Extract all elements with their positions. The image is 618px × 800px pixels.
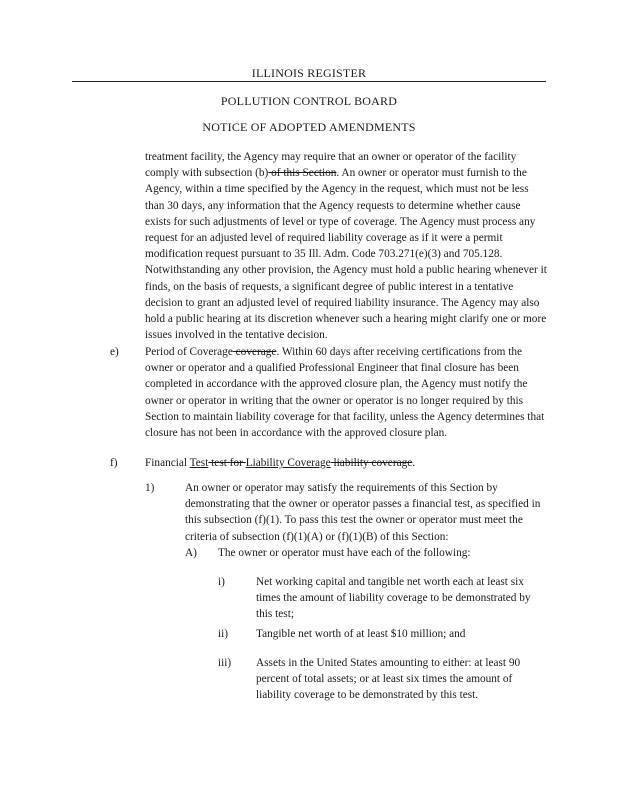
continued-text-2: . An owner or operator must furnish to the Agency, within a time specified by the Agency in the request, which must not be less than 30 days, any information that the Agency requests to determine whether cause exists for such adjustments of level or type of coverage. The Agency must process any request for an adjusted level of required liability coverage as if it were a permit modification request pursuant to 35 Ill. Adm. Code 703.271(e)(3) and 705.128. Notwithstanding any other provision, the Agency must hold a public hearing whenever it finds, on the basis of requests, a significant degree of public interest in a tentative decision to grant an adjusted level of required liability insurance. The Agency may also hold a public hearing at its discretion whenever such a hearing might clarify one or more issues involved in the tentative decision. bbox=[145, 167, 547, 342]
section-f-strike-3: coverage bbox=[371, 457, 413, 469]
section-f-strike-1: test for bbox=[208, 457, 246, 469]
header-rule bbox=[72, 81, 546, 82]
section-e-body: . Within 60 days after receiving certifications from the owner or operator and a qualified Professional Engineer that final closure has been completed in accordance with the approved closure plan, the Agency must notify the owner or operator in writing that the owner or operator is no longer required by this Section to maintain liability coverage for that facility, unless the Agency determines that closure has not been in accordance with the approved closure plan. bbox=[145, 346, 545, 440]
register-title: ILLINOIS REGISTER bbox=[251, 66, 367, 80]
item-iii-text: Assets in the United States amounting to either: at least 90 percent of total assets; or at least six times the amount of liability coverage to be demonstrated by this test. bbox=[256, 657, 521, 702]
continued-strikethrough: of this Section bbox=[268, 167, 337, 180]
section-f-strike-2: liability bbox=[330, 457, 372, 469]
item-ii-text: Tangible net worth of at least $10 million; and bbox=[256, 628, 466, 640]
item-a-text: The owner or operator must have each of the following: bbox=[218, 547, 471, 559]
section-f-underline-coverage: Liability Coverage bbox=[245, 457, 331, 469]
item-a-label: A) bbox=[185, 547, 197, 559]
section-e-strikethrough: coverage bbox=[232, 346, 277, 358]
item-ii-label: ii) bbox=[218, 628, 229, 640]
board-title: POLLUTION CONTROL BOARD bbox=[220, 94, 398, 108]
item-1-text: An owner or operator may satisfy the requirements of this Section by demonstrating that the owner or operator passes a financial test, as specified in this subsection (f)(1). To pass this test the owner or operator must meet the criteria of subsection (f)(1)(A) or (f)(1)(B) of this Section: bbox=[185, 482, 541, 543]
notice-title: NOTICE OF ADOPTED AMENDMENTS bbox=[202, 120, 416, 134]
section-f-underline-test: Test bbox=[189, 457, 209, 469]
item-iii-label: iii) bbox=[218, 657, 232, 669]
item-i-text: Net working capital and tangible net worth each at least six times the amount of liability coverage to be demonstrated by this test; bbox=[256, 576, 531, 621]
continued-paragraph bbox=[145, 149, 547, 343]
continued-text-1: treatment facility, the Agency may require that an owner or operator of the facility comply with subsection (b) bbox=[145, 151, 517, 180]
section-f-period: . bbox=[412, 457, 416, 469]
section-f-label: f) bbox=[110, 457, 118, 469]
section-e-lead: Period of Coverage bbox=[145, 346, 233, 358]
section-e-label: e) bbox=[110, 346, 119, 358]
item-1-label: 1) bbox=[145, 482, 155, 494]
item-i-label: i) bbox=[218, 576, 225, 588]
section-f-heading bbox=[145, 455, 545, 471]
section-e-paragraph bbox=[145, 344, 545, 441]
section-f-text-1: Financial bbox=[145, 457, 190, 469]
